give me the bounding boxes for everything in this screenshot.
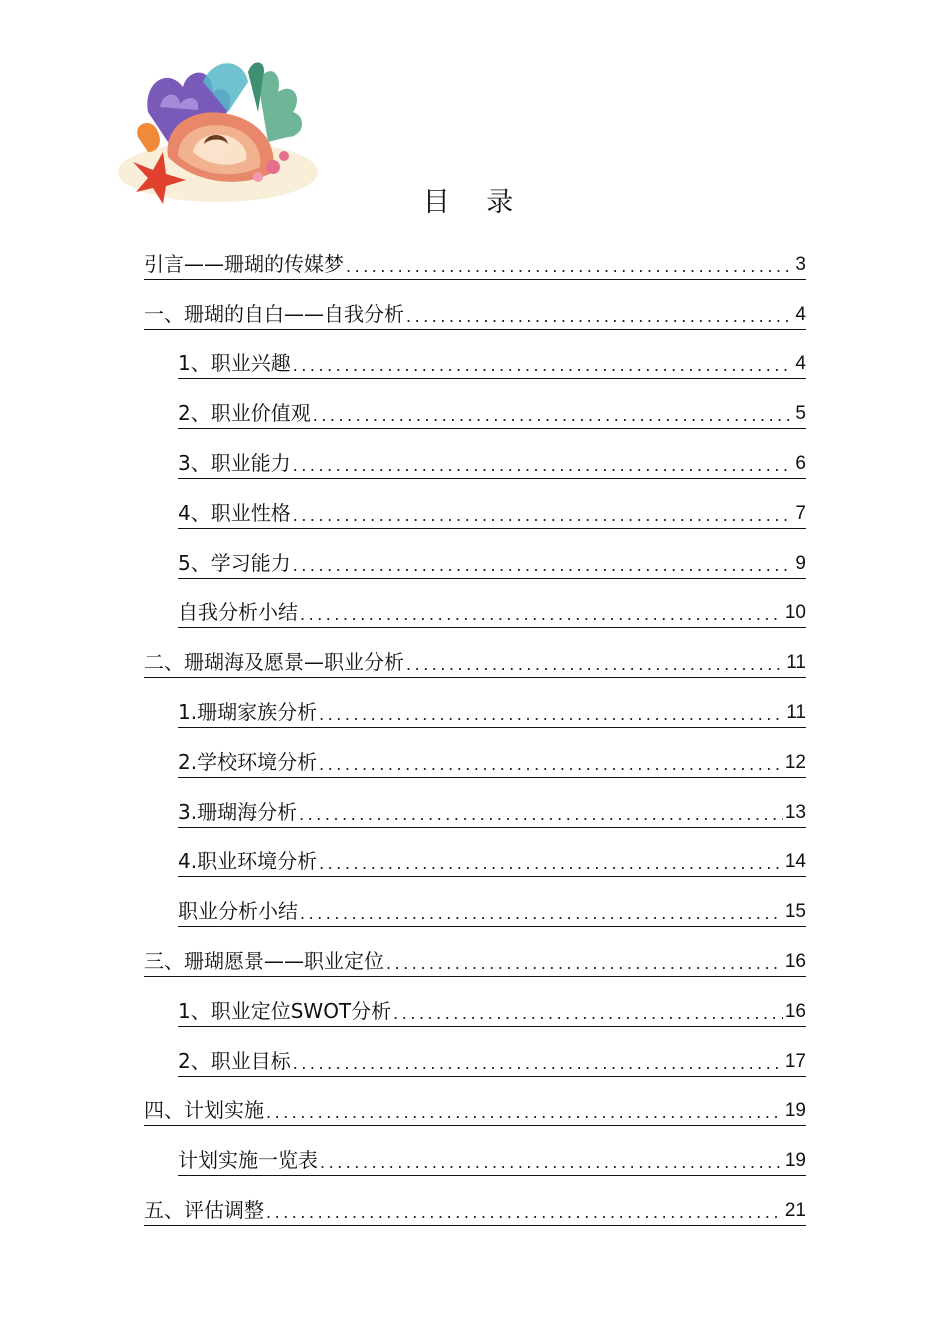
toc-page-number: 19 <box>784 1100 806 1122</box>
page-title: 目 录 <box>422 187 528 218</box>
toc-page-number: 16 <box>784 1000 806 1022</box>
toc-page-number: 4 <box>795 303 806 325</box>
toc-page-number: 4 <box>795 353 806 375</box>
toc-dot-leader <box>346 256 793 276</box>
toc-link[interactable] <box>178 1047 806 1077</box>
toc-link[interactable] <box>178 847 806 877</box>
toc-entry <box>144 977 806 1027</box>
toc-link[interactable] <box>178 598 806 628</box>
toc-dot-leader <box>406 654 784 674</box>
toc-page-number: 12 <box>784 751 806 773</box>
toc-entry-label: 四、计划实施 <box>144 1098 264 1123</box>
toc-entry-label: 1、职业兴趣 <box>178 351 291 376</box>
toc-entry-label: 3.珊瑚海分析 <box>178 799 298 824</box>
toc-entry-label: 4、职业性格 <box>178 500 291 525</box>
toc-entry <box>144 628 806 678</box>
table-of-contents <box>144 230 806 1226</box>
toc-dot-leader <box>313 405 794 425</box>
toc-entry <box>144 280 806 330</box>
toc-entry-label: 4.职业环境分析 <box>178 849 318 874</box>
toc-entry-label: 5、学习能力 <box>178 550 291 575</box>
toc-dot-leader <box>293 355 794 375</box>
toc-entry <box>144 828 806 878</box>
toc-entry <box>144 529 806 579</box>
toc-dot-leader <box>320 1152 783 1172</box>
toc-dot-leader <box>293 505 794 525</box>
toc-entry <box>144 330 806 380</box>
toc-link[interactable] <box>178 499 806 529</box>
toc-entry <box>144 927 806 977</box>
toc-entry <box>144 778 806 828</box>
toc-dot-leader <box>293 555 794 575</box>
toc-entry-label: 1、职业定位SWOT分析 <box>178 998 392 1023</box>
toc-page-number: 11 <box>786 652 806 674</box>
toc-entry-label: 2、职业价值观 <box>178 401 311 426</box>
toc-link[interactable] <box>178 798 806 828</box>
toc-page-number: 13 <box>784 801 806 823</box>
toc-page-number: 15 <box>784 901 806 923</box>
toc-dot-leader <box>300 604 783 624</box>
toc-link[interactable] <box>144 250 806 280</box>
toc-entry <box>144 1176 806 1226</box>
toc-entry <box>144 379 806 429</box>
toc-entry-label: 自我分析小结 <box>178 600 298 625</box>
toc-entry <box>144 579 806 629</box>
toc-page-number: 11 <box>786 701 806 723</box>
toc-page-number: 10 <box>784 602 806 624</box>
toc-entry-label: 二、珊瑚海及愿景—职业分析 <box>144 650 404 675</box>
toc-page-number: 21 <box>784 1199 806 1221</box>
toc-link[interactable] <box>178 349 806 379</box>
toc-link[interactable] <box>178 698 806 728</box>
toc-link[interactable] <box>178 549 806 579</box>
toc-entry <box>144 479 806 529</box>
toc-link[interactable] <box>178 1146 806 1176</box>
toc-page-number: 5 <box>795 403 806 425</box>
toc-dot-leader <box>319 704 784 724</box>
toc-link[interactable] <box>144 1196 806 1226</box>
toc-entry <box>144 429 806 479</box>
toc-dot-leader <box>266 1102 783 1122</box>
toc-entry <box>144 1077 806 1127</box>
toc-link[interactable] <box>144 300 806 330</box>
toc-link[interactable] <box>178 399 806 429</box>
toc-dot-leader <box>293 455 794 475</box>
toc-entry-label: 3、职业能力 <box>178 450 291 475</box>
toc-dot-leader <box>393 1003 783 1023</box>
toc-entry-label: 三、珊瑚愿景——职业定位 <box>144 948 384 973</box>
toc-entry-label: 2、职业目标 <box>178 1048 291 1073</box>
toc-page-number: 16 <box>784 950 806 972</box>
toc-entry-label: 2.学校环境分析 <box>178 749 318 774</box>
toc-link[interactable] <box>178 748 806 778</box>
toc-page-number: 14 <box>784 851 806 873</box>
toc-entry <box>144 1027 806 1077</box>
toc-dot-leader <box>266 1202 783 1222</box>
toc-entry <box>144 230 806 280</box>
toc-dot-leader <box>319 754 783 774</box>
toc-entry-label: 职业分析小结 <box>178 899 298 924</box>
toc-entry <box>144 1126 806 1176</box>
toc-link[interactable] <box>144 648 806 678</box>
toc-entry-label: 1.珊瑚家族分析 <box>178 699 318 724</box>
toc-link[interactable] <box>144 1096 806 1126</box>
toc-page-number: 6 <box>795 452 806 474</box>
toc-page-number: 3 <box>795 253 806 275</box>
toc-entry-label: 五、评估调整 <box>144 1197 264 1222</box>
toc-page-number: 7 <box>795 502 806 524</box>
toc-dot-leader <box>293 1053 783 1073</box>
toc-entry-label: 引言——珊瑚的传媒梦 <box>144 251 344 276</box>
toc-entry-label: 一、珊瑚的自白——自我分析 <box>144 301 404 326</box>
toc-link[interactable] <box>144 947 806 977</box>
toc-page-number: 19 <box>784 1150 806 1172</box>
toc-entry <box>144 678 806 728</box>
toc-link[interactable] <box>178 449 806 479</box>
toc-entry <box>144 728 806 778</box>
toc-dot-leader <box>386 953 783 973</box>
toc-link[interactable] <box>178 897 806 927</box>
toc-dot-leader <box>300 903 783 923</box>
toc-dot-leader <box>406 306 793 326</box>
toc-entry-label: 计划实施一览表 <box>178 1148 318 1173</box>
toc-entry <box>144 877 806 927</box>
toc-page-number: 9 <box>795 552 806 574</box>
toc-dot-leader <box>299 804 783 824</box>
toc-link[interactable] <box>178 997 806 1027</box>
toc-dot-leader <box>319 853 783 873</box>
toc-page-number: 17 <box>784 1050 806 1072</box>
